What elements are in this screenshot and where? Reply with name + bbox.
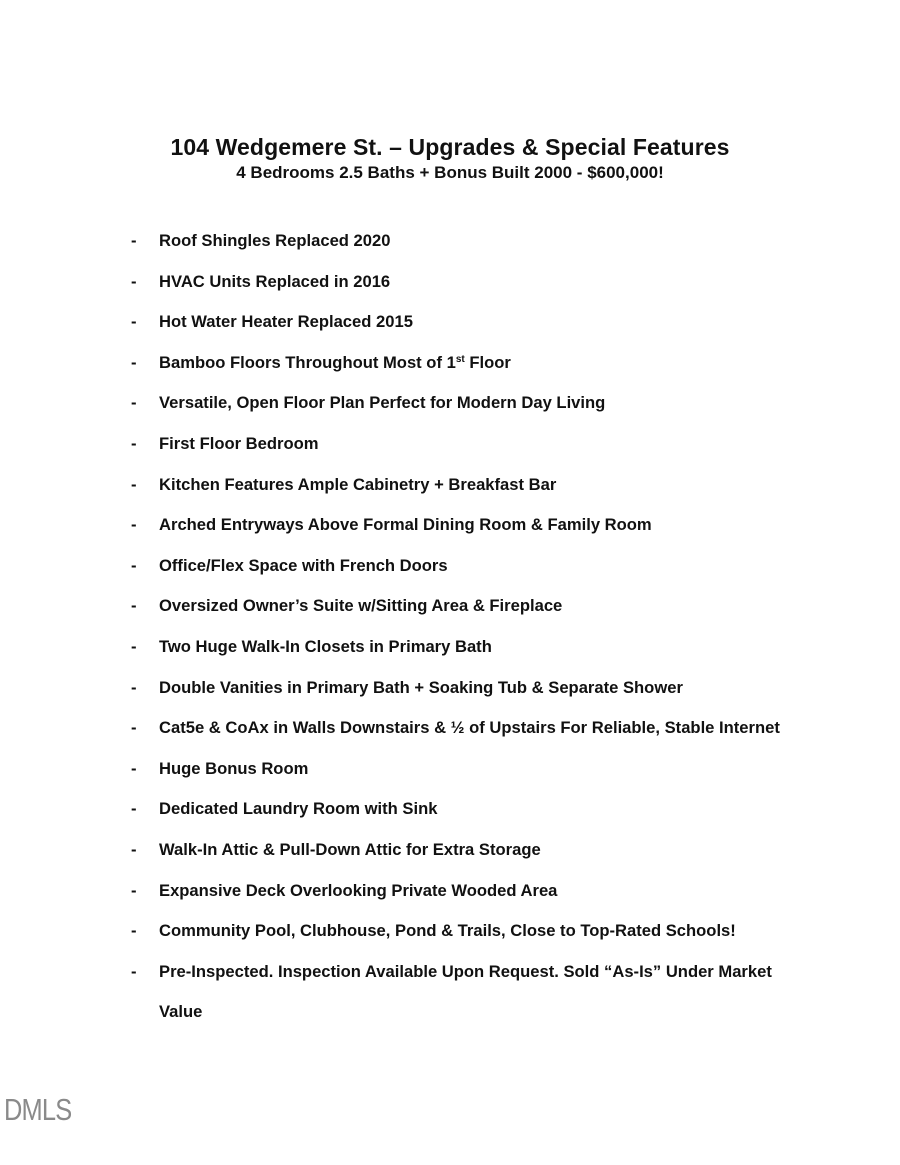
feature-item — [0, 343, 900, 384]
feature-item — [0, 627, 900, 668]
feature-text: Dedicated Laundry Room with Sink — [159, 799, 438, 819]
feature-text: Pre-Inspected. Inspection Available Upon Request. Sold “As-Is” Under Market Value — [159, 961, 772, 1022]
bullet-dash: - — [131, 474, 137, 494]
feature-text: Walk-In Attic & Pull-Down Attic for Extra Storage — [159, 839, 541, 859]
feature-item — [0, 668, 900, 709]
feature-text: Oversized Owner’s Suite w/Sitting Area & Fireplace — [159, 596, 563, 616]
document-title: 104 Wedgemere St. – Upgrades & Special Features — [170, 134, 730, 160]
feature-item — [0, 952, 900, 1033]
feature-text: Double Vanities in Primary Bath + Soaking Tub & Separate Shower — [159, 677, 683, 697]
feature-item — [0, 830, 900, 871]
feature-item — [0, 424, 900, 465]
feature-text: Two Huge Walk-In Closets in Primary Bath — [159, 636, 492, 656]
bullet-dash: - — [131, 312, 137, 332]
feature-list — [0, 221, 900, 1033]
feature-text: HVAC Units Replaced in 2016 — [159, 271, 391, 291]
feature-text: Cat5e & CoAx in Walls Downstairs & ½ of Upstairs For Reliable, Stable Internet — [159, 718, 780, 738]
bullet-dash: - — [131, 352, 137, 372]
bullet-dash: - — [131, 758, 137, 778]
feature-text: Office/Flex Space with French Doors — [159, 555, 448, 575]
feature-text-part: Floor — [464, 352, 511, 372]
feature-text: Versatile, Open Floor Plan Perfect for Modern Day Living — [159, 393, 606, 413]
feature-item — [0, 505, 900, 546]
feature-item — [0, 789, 900, 830]
bullet-dash: - — [131, 799, 137, 819]
feature-text: Arched Entryways Above Formal Dining Room & Family Room — [159, 515, 652, 535]
feature-text: Kitchen Features Ample Cabinetry + Breakfast Bar — [159, 474, 557, 494]
bullet-dash: - — [131, 515, 137, 535]
feature-item — [0, 546, 900, 587]
bullet-dash: - — [131, 271, 137, 291]
feature-item — [0, 911, 900, 952]
feature-item — [0, 465, 900, 506]
bullet-dash: - — [131, 880, 137, 900]
bullet-dash: - — [131, 636, 137, 656]
feature-text: Expansive Deck Overlooking Private Wooded Area — [159, 880, 558, 900]
feature-text: Community Pool, Clubhouse, Pond & Trails, Close to Top-Rated Schools! — [159, 921, 736, 941]
feature-item — [0, 221, 900, 262]
feature-text: First Floor Bedroom — [159, 433, 319, 453]
feature-item — [0, 749, 900, 790]
bullet-dash: - — [131, 961, 137, 981]
bullet-dash: - — [131, 921, 137, 941]
feature-text — [159, 343, 799, 384]
bullet-dash: - — [131, 555, 137, 575]
feature-text: Roof Shingles Replaced 2020 — [159, 231, 391, 250]
feature-item — [0, 383, 900, 424]
document-subtitle: 4 Bedrooms 2.5 Baths + Bonus Built 2000 - $600,000! — [236, 163, 664, 182]
bullet-dash: - — [131, 677, 137, 697]
bullet-dash: - — [131, 433, 137, 453]
feature-item — [0, 708, 900, 749]
bullet-dash: - — [131, 231, 137, 250]
feature-text-part: Bamboo Floors Throughout Most of 1 — [159, 352, 456, 372]
ordinal-superscript: st — [455, 353, 465, 365]
feature-item — [0, 302, 900, 343]
bullet-dash: - — [131, 839, 137, 859]
feature-item — [0, 262, 900, 303]
bullet-dash: - — [131, 393, 137, 413]
bullet-dash: - — [131, 596, 137, 616]
feature-text: Huge Bonus Room — [159, 758, 309, 778]
feature-text: Hot Water Heater Replaced 2015 — [159, 312, 413, 332]
document-header — [0, 132, 900, 184]
feature-item — [0, 586, 900, 627]
dmls-watermark: DMLS — [4, 1092, 72, 1127]
bullet-dash: - — [131, 718, 137, 738]
feature-item — [0, 871, 900, 912]
